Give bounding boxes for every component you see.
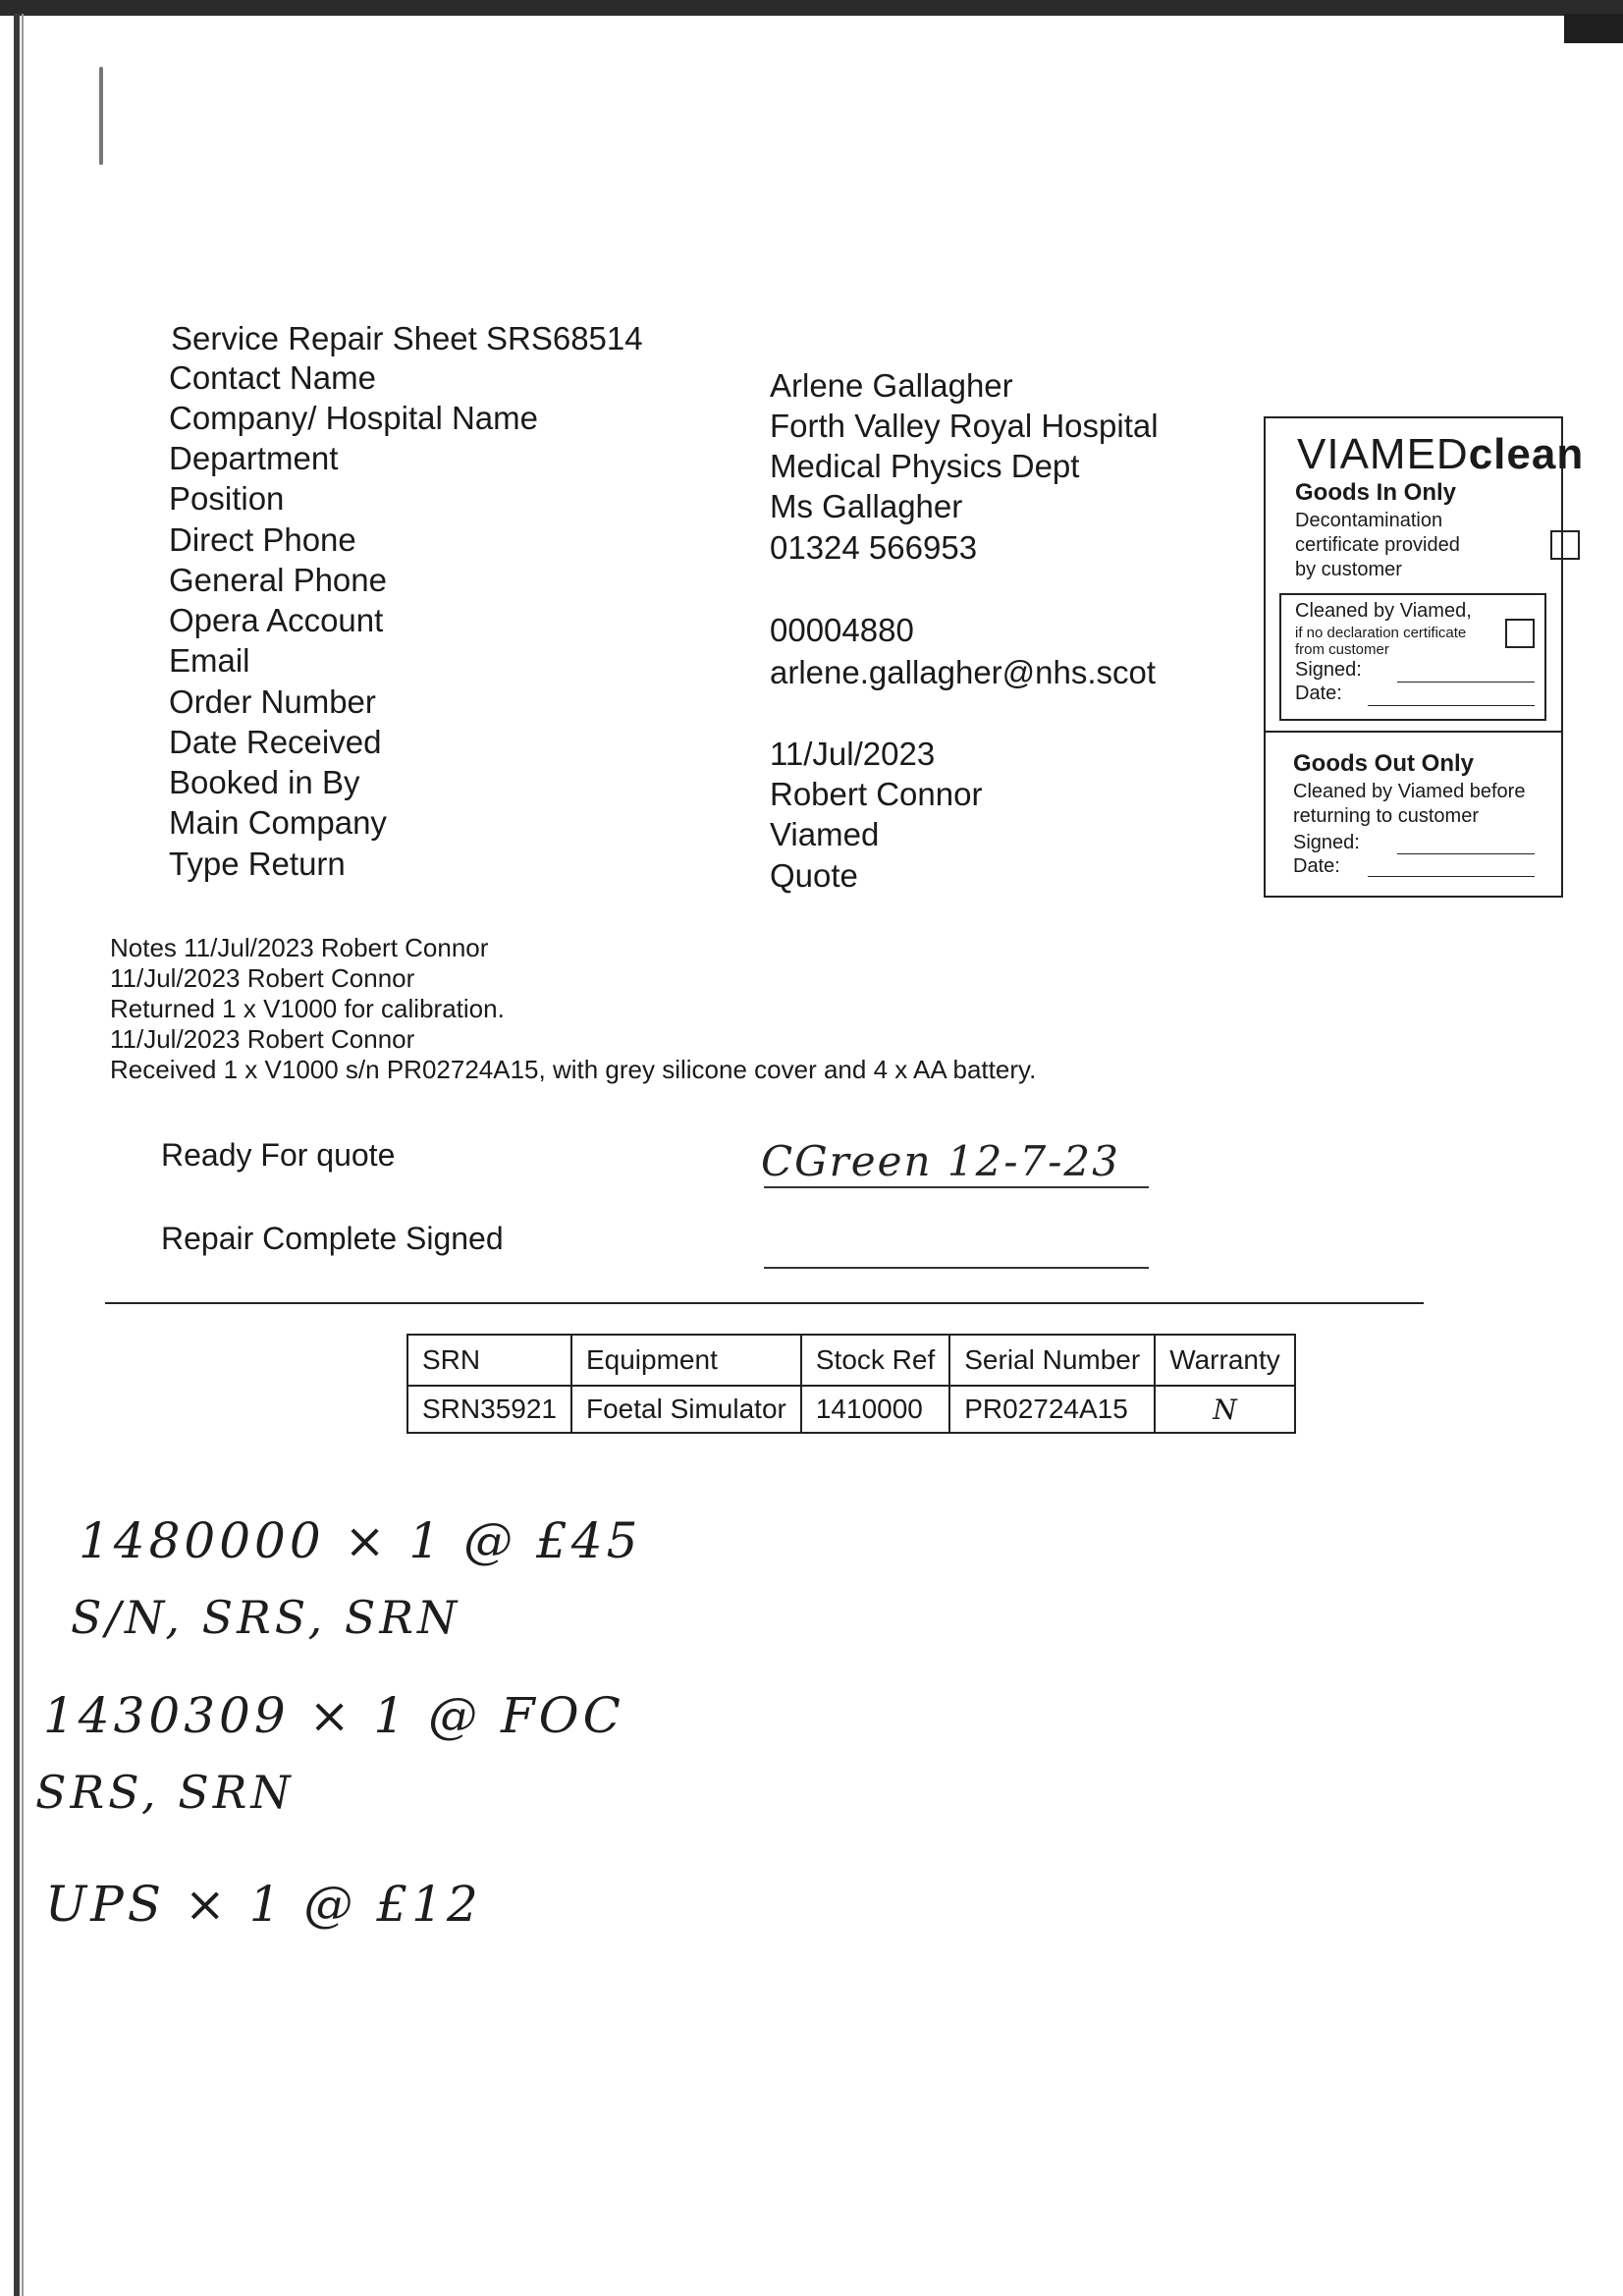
staple-mark — [99, 67, 103, 165]
goods-out-signed-line — [1397, 853, 1535, 854]
value-opera-account: 00004880 — [770, 612, 914, 648]
stamp-divider — [1266, 731, 1561, 733]
note-line: 11/Jul/2023 Robert Connor — [110, 963, 415, 993]
logo-clean: clean — [1468, 430, 1585, 478]
label-department: Department — [169, 440, 339, 476]
logo-viamed: VIAMED — [1297, 430, 1469, 478]
cleaned-line-2: if no declaration certificate — [1295, 625, 1467, 641]
decon-line-1: Decontamination — [1295, 510, 1443, 531]
label-direct-phone: Direct Phone — [169, 521, 356, 558]
table-header-row — [407, 1335, 1295, 1386]
value-booked-in-by: Robert Connor — [770, 776, 983, 812]
value-type-return: Quote — [770, 857, 858, 894]
goods-in-signed-label: Signed: — [1295, 659, 1362, 681]
sheet-title: Service Repair Sheet SRS68514 — [171, 320, 643, 356]
ready-signature-line — [764, 1186, 1149, 1188]
col-header-equipment: Equipment — [571, 1335, 801, 1386]
handwritten-line: SRS, SRN — [35, 1766, 295, 1819]
goods-out-line-1: Cleaned by Viamed before — [1293, 781, 1526, 802]
viamed-clean-stamp — [1264, 416, 1585, 898]
col-header-stock-ref: Stock Ref — [801, 1335, 949, 1386]
cleaned-line-3: from customer — [1295, 641, 1389, 658]
goods-out-line-2: returning to customer — [1293, 805, 1479, 827]
cleaned-checkbox[interactable] — [1505, 619, 1535, 648]
note-line: 11/Jul/2023 Robert Connor — [110, 1024, 415, 1054]
value-position: Ms Gallagher — [770, 488, 963, 524]
label-booked-in-by: Booked in By — [169, 764, 360, 800]
label-opera-account: Opera Account — [169, 602, 384, 638]
scan-edge-left — [14, 14, 20, 2296]
label-general-phone: General Phone — [169, 562, 387, 598]
repair-complete-label: Repair Complete Signed — [161, 1221, 504, 1256]
note-line: Received 1 x V1000 s/n PR02724A15, with grey silicone cover and 4 x AA battery. — [110, 1055, 1037, 1084]
label-company: Company/ Hospital Name — [169, 400, 538, 436]
cell-equipment: Foetal Simulator — [571, 1386, 801, 1433]
col-header-serial-number: Serial Number — [949, 1335, 1155, 1386]
note-line: Returned 1 x V1000 for calibration. — [110, 994, 505, 1023]
goods-in-heading: Goods In Only — [1295, 479, 1457, 506]
notes-block — [110, 933, 1036, 1085]
label-order-number: Order Number — [169, 683, 376, 720]
scan-edge-top — [0, 0, 1623, 39]
handwritten-line: 1480000 × 1 @ £45 — [79, 1512, 642, 1569]
table-row — [407, 1386, 1295, 1433]
ready-signature: CGreen 12-7-23 — [761, 1137, 1120, 1185]
section-divider — [105, 1302, 1424, 1304]
repair-signature-line[interactable] — [764, 1267, 1149, 1269]
col-header-srn: SRN — [407, 1335, 571, 1386]
decon-line-2: certificate provided — [1295, 534, 1460, 556]
note-line: Notes 11/Jul/2023 Robert Connor — [110, 933, 489, 962]
value-company: Forth Valley Royal Hospital — [770, 408, 1159, 444]
label-email: Email — [169, 642, 250, 679]
value-department: Medical Physics Dept — [770, 448, 1080, 484]
cell-srn: SRN35921 — [407, 1386, 571, 1433]
goods-in-date-line — [1368, 705, 1535, 706]
cell-stock-ref: 1410000 — [801, 1386, 949, 1433]
label-position: Position — [169, 480, 285, 517]
goods-out-signed-label: Signed: — [1293, 832, 1360, 853]
scan-corner — [1564, 14, 1623, 43]
goods-out-date-label: Date: — [1293, 855, 1340, 877]
label-type-return: Type Return — [169, 846, 346, 882]
goods-in-date-label: Date: — [1295, 683, 1342, 704]
value-contact-name: Arlene Gallagher — [770, 367, 1013, 404]
label-date-received: Date Received — [169, 724, 382, 760]
decon-checkbox[interactable] — [1550, 530, 1580, 560]
decon-line-3: by customer — [1295, 559, 1402, 580]
label-contact-name: Contact Name — [169, 359, 376, 396]
cleaned-line-1: Cleaned by Viamed, — [1295, 600, 1472, 622]
handwritten-line: 1430309 × 1 @ FOC — [43, 1687, 624, 1744]
value-direct-phone: 01324 566953 — [770, 529, 978, 566]
value-main-company: Viamed — [770, 816, 880, 852]
col-header-warranty: Warranty — [1155, 1335, 1295, 1386]
scan-edge-left-inner — [22, 14, 24, 2296]
goods-out-heading: Goods Out Only — [1293, 750, 1474, 777]
value-date-received: 11/Jul/2023 — [770, 736, 936, 772]
cleaned-by-viamed-box — [1279, 593, 1546, 721]
goods-in-signed-line — [1397, 682, 1535, 683]
goods-out-date-line — [1368, 876, 1535, 877]
viamed-clean-logo — [1297, 430, 1584, 479]
handwritten-line: UPS × 1 @ £12 — [45, 1876, 482, 1933]
cell-warranty: N — [1155, 1386, 1295, 1433]
value-email: arlene.gallagher@nhs.scot — [770, 654, 1157, 690]
ready-for-quote-label: Ready For quote — [161, 1137, 396, 1173]
label-main-company: Main Company — [169, 804, 387, 841]
cell-serial-number: PR02724A15 — [949, 1386, 1155, 1433]
handwritten-line: S/N, SRS, SRN — [71, 1591, 461, 1644]
equipment-table — [406, 1334, 1296, 1434]
